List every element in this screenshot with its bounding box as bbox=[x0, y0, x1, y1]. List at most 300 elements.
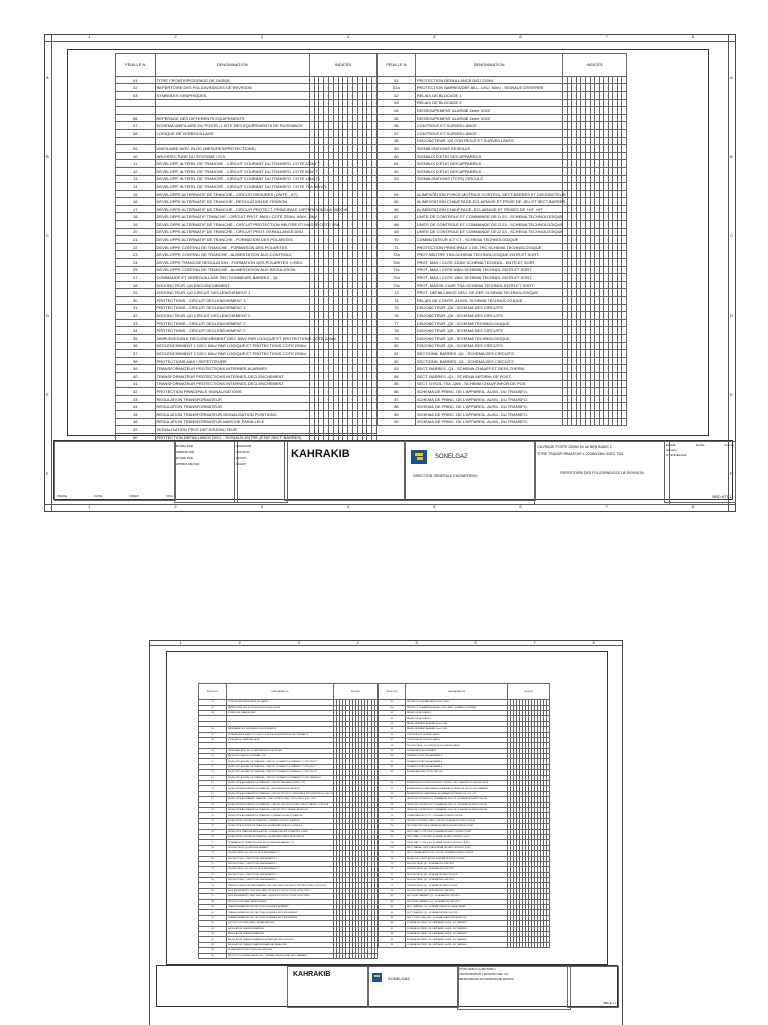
header-designation: DENOMINATION bbox=[415, 54, 562, 77]
sonelgaz-logo-icon bbox=[411, 450, 427, 464]
revision-cell bbox=[372, 274, 377, 282]
folio-number: 84 bbox=[378, 372, 416, 380]
folio-title: CONTROLE ET SURVEILLANCE bbox=[405, 737, 507, 742]
folio-number: 57 bbox=[378, 129, 416, 137]
folio-number: 69 bbox=[378, 228, 416, 236]
revision-cell bbox=[372, 380, 377, 388]
header-indices: INDICES bbox=[563, 54, 627, 77]
folio-title: SIGNALISATIONS RESEAUX bbox=[415, 145, 562, 153]
folio-title: SIGNALISATION PROT.DEF.DISJONCTEUR bbox=[155, 426, 309, 434]
folio-title: SCHEMA DE PRINC. DE L'APPAREIL. AUXIL. DU TRANSFO. bbox=[415, 403, 562, 411]
folio-number: 75 bbox=[379, 861, 406, 866]
drawing-sheet-preview bbox=[149, 640, 623, 1025]
ruler-label: D bbox=[46, 312, 49, 318]
revision-cell bbox=[372, 365, 377, 373]
folio-number: 03 bbox=[116, 91, 156, 99]
ruler-label: 4 bbox=[346, 34, 350, 39]
ruler-label: B bbox=[730, 154, 733, 159]
revision-cell bbox=[622, 312, 627, 320]
table-row bbox=[378, 213, 627, 221]
ruler-label: 2 bbox=[238, 640, 241, 645]
revision-cell bbox=[622, 251, 627, 259]
ruler-label: 2 bbox=[174, 34, 177, 39]
table-row bbox=[378, 403, 627, 411]
table-row bbox=[116, 312, 377, 320]
folio-number: 11 bbox=[116, 160, 156, 168]
folio-title: DISJONCTEUR -Q0 - SCHEMA DES CIRCUITS bbox=[415, 304, 562, 312]
folio-title: REPERTOIRE DES FOLIOS/INDICES DE REVISION bbox=[155, 84, 309, 92]
folio-number: 20 bbox=[199, 808, 227, 813]
revision-cell bbox=[622, 334, 627, 342]
folio-title: REGULATION TRANSFORMATEUR bbox=[227, 931, 334, 936]
folio-number: 21 bbox=[116, 236, 156, 244]
folio-number: 85 bbox=[379, 915, 406, 920]
ruler-label: B bbox=[46, 154, 49, 159]
revision-cell bbox=[372, 198, 377, 206]
folio-number: 71 bbox=[379, 818, 406, 823]
folio-number: 52 bbox=[378, 91, 416, 99]
folio-title: DEVELOPPE ALTERNATIF DE TRANCHE - CIRCUIT PROTECTION NEUTRE ET MASSE COTE TSA bbox=[156, 221, 340, 227]
folio-number: 80 bbox=[378, 342, 416, 350]
folio-number: 20 bbox=[116, 228, 156, 236]
table-row bbox=[116, 372, 377, 380]
sheet-info-box bbox=[664, 441, 736, 503]
approval-value: ACHRY bbox=[236, 462, 247, 466]
folio-index-table-right bbox=[378, 683, 550, 948]
folio-title: SIGNALISATIONS (TCFS) CIRCULO bbox=[415, 175, 562, 183]
folio-title: PROT. MAX I COTE 220kV SCHEMA TECHNOL. ENTR.ET SORT. bbox=[405, 829, 507, 834]
table-row bbox=[116, 297, 377, 305]
contractor-name: KAHRAKIB bbox=[293, 971, 331, 978]
table-row bbox=[116, 236, 377, 244]
ruler-label: 2 bbox=[174, 504, 177, 509]
sheet-title: REPERTOIRE DES FOLIOS/INDICES DE REVISION bbox=[459, 979, 514, 981]
table-row bbox=[116, 221, 377, 229]
revision-cell bbox=[622, 99, 627, 107]
folio-number: 43 bbox=[116, 395, 156, 403]
header-folio: FEUILLE N bbox=[199, 684, 227, 700]
rev-label: OBJET bbox=[129, 494, 139, 498]
folio-title: PROTECTION PRINCIPALE SIGNALISATIONS bbox=[227, 921, 334, 926]
approval-value: KAHRAKIB bbox=[236, 444, 252, 448]
revision-cell bbox=[622, 114, 627, 122]
folio-title: SECTIONN. BARRES -Q1 - SCHEMA DES CIRCUITS bbox=[415, 350, 562, 358]
table-row bbox=[116, 145, 377, 153]
table-row bbox=[378, 160, 627, 168]
folio-title: UNITE DE CONTROLE ET COMMANDE GE-D 23 - SCHEMA TECHNOLOGIQUE bbox=[416, 229, 564, 235]
revision-cell bbox=[372, 114, 377, 122]
table-row bbox=[116, 418, 377, 426]
revision-cell bbox=[372, 297, 377, 305]
folio-number: 78 bbox=[378, 327, 416, 335]
folio-index-table-right bbox=[377, 53, 627, 426]
folio-number: 60 bbox=[378, 152, 416, 160]
header-folio: FEUILLE N bbox=[116, 54, 156, 77]
ruler-label: F bbox=[46, 471, 49, 477]
table-row bbox=[116, 266, 377, 274]
folio-title: DISJONCTEUR -Q0 - SCHEMA DES CIRCUITS bbox=[415, 312, 562, 320]
approval-value: SAFOUAT bbox=[236, 450, 250, 454]
header-folio: FEUILLE N bbox=[378, 54, 416, 77]
folio-title: ALIMENTATION FORCE MOTRICE CONTROL SECT.BARRES ET DISJONCTEUR bbox=[405, 781, 507, 786]
folio-number: 63 bbox=[378, 175, 416, 183]
table-row bbox=[378, 243, 627, 251]
table-row bbox=[116, 251, 377, 259]
folio-number: 87 bbox=[379, 926, 406, 931]
client-name: SONELGAZ bbox=[435, 454, 468, 460]
header-designation: DENOMINATION bbox=[227, 684, 334, 700]
revision-cell bbox=[622, 137, 627, 145]
folio-title: SECTIONN. BARRES -Q1 - SCHEMA DES CIRCUITS bbox=[415, 357, 562, 365]
folio-title: DEVELOPPE ALTERNATIF DE TRANCHE - CIRCUIT PROTECT. PRINCIPALE DIFFERENTIELLE+DEC+B bbox=[228, 793, 333, 796]
folio-number: 25 bbox=[199, 834, 227, 839]
folio-title: DISJONCTEUR -Q0 CIRCUIT DECLENCHEMENT 2 bbox=[227, 867, 334, 872]
folio-title: PROTECTION BARRES/DEF.AILL. DISJ. 60kV - SIGNAUX D'ENTREE bbox=[405, 705, 507, 710]
header-indices: INDICES bbox=[508, 684, 550, 700]
folio-title: DECLENCHEMENT 2 DISJ. 60kV PAR LOGIQUE ET PROTECTIONS COTE 220kV bbox=[155, 350, 309, 358]
revision-cell bbox=[622, 289, 627, 297]
table-row bbox=[116, 183, 377, 191]
folio-number: 55 bbox=[379, 727, 406, 732]
table-row bbox=[116, 319, 377, 327]
folio-title: SIGNAUX D'ETAT DES APPAREILS bbox=[415, 160, 562, 168]
table-row bbox=[378, 380, 627, 388]
revision-cell bbox=[622, 183, 627, 191]
folio-number: 01 bbox=[116, 76, 156, 84]
revision-cell bbox=[372, 205, 377, 213]
table-row bbox=[379, 942, 550, 947]
folio-title: REGULATION TRANSFORMATEUR bbox=[227, 926, 334, 931]
table-row bbox=[378, 342, 627, 350]
folio-number: 28 bbox=[199, 845, 227, 850]
folio-number: 49 bbox=[116, 426, 156, 434]
ruler-label: 3 bbox=[297, 640, 300, 645]
folio-title: PROTECTIONS - CIRCUIT DECLENCHEMENT 1 bbox=[155, 297, 309, 305]
table-row bbox=[116, 281, 377, 289]
folio-title: CONTROLE ET SURVEILLANCE bbox=[415, 129, 562, 137]
revision-cell bbox=[374, 953, 377, 958]
folio-number: 54 bbox=[378, 107, 416, 115]
folio-title: SIMPLE/DOUBLE DECLENCHEMENT DISJ. 60kV PAR LOGIQUE ET PROTECTIONS COTE 220kV bbox=[227, 883, 334, 888]
folio-number: 72c bbox=[379, 834, 406, 839]
folio-title: COMMUTATEUR ICT CT - SCHEMA TECHNOLOGIQUE bbox=[415, 236, 562, 244]
folio-number: 59 bbox=[378, 145, 416, 153]
folio-number: 29 bbox=[116, 289, 156, 297]
folio-title: DISJONCTEUR -Q0 CONTROLE ET SURVEILLANCE bbox=[405, 743, 507, 748]
approval-label: ETABLI PAR bbox=[176, 444, 193, 448]
table-row bbox=[116, 342, 377, 350]
folio-number: 88 bbox=[379, 931, 406, 936]
revision-cell bbox=[622, 221, 627, 229]
revision-cell bbox=[622, 274, 627, 282]
table-row bbox=[378, 289, 627, 297]
table-row bbox=[116, 388, 377, 396]
table-row bbox=[116, 228, 377, 236]
table-row bbox=[116, 84, 377, 92]
folio-title: LOGIQUE DE VERROUILLAGE bbox=[155, 129, 309, 137]
folio-number: 06 bbox=[116, 114, 156, 122]
folio-title: PROTECTION PRINCIPALE SIGNALISATIONS bbox=[155, 388, 309, 396]
folio-title: DEVELOPPE TRANCHE REGULATION - FORMATION DES POLARITES +/-REG bbox=[227, 829, 334, 834]
revision-cell bbox=[622, 297, 627, 305]
folio-title: DISJONCTEUR -Q0 - SCHEMA TECHNOLOGIQUE bbox=[405, 883, 507, 888]
table-row bbox=[378, 122, 627, 130]
approval-label: VERIFIE PAR bbox=[176, 450, 195, 454]
folio-number: 72e bbox=[379, 845, 406, 850]
folio-number: 53 bbox=[379, 716, 406, 721]
folio-title: SCHEMA DE PRINC. DE L'APPAREIL. AUXIL. DU TRANSFO. bbox=[405, 926, 507, 931]
folio-number: 62 bbox=[379, 764, 406, 769]
revision-cell bbox=[622, 304, 627, 312]
header-indices: INDICES bbox=[309, 54, 376, 77]
folio-number: 72b bbox=[378, 259, 416, 267]
revision-cell bbox=[372, 403, 377, 411]
revision-cell bbox=[622, 281, 627, 289]
table-row bbox=[378, 183, 627, 191]
folio-title: PROTECTIONS - CIRCUIT DECLENCHEMENT 2 bbox=[227, 878, 334, 883]
revision-cell bbox=[622, 418, 627, 426]
folio-number: 71 bbox=[378, 243, 416, 251]
revision-cell bbox=[622, 403, 627, 411]
revision-cell bbox=[622, 350, 627, 358]
folio-number: 16 bbox=[199, 786, 227, 791]
rev-label: INDICE bbox=[57, 494, 68, 498]
table-row bbox=[378, 297, 627, 305]
revision-cell bbox=[372, 426, 377, 434]
folio-title: PROTECTION DEFAILLANCE DISJ 220kV bbox=[405, 700, 507, 705]
folio-number: 30 bbox=[199, 856, 227, 861]
folio-number: 69 bbox=[379, 808, 406, 813]
revision-cell bbox=[546, 942, 549, 947]
folio-number: 07 bbox=[116, 122, 156, 130]
folio-number: 45 bbox=[199, 937, 227, 942]
folio-title: DISJONCTEUR -Q0 CONTROLE ET SURVEILLANCE bbox=[415, 137, 562, 145]
folio-number: 73 bbox=[379, 851, 406, 856]
folio-title: SECTIONN. BARRES -Q1 - SCHEMA DES CIRCUITS bbox=[405, 894, 507, 899]
folio-title: PROTECTIONS - CIRCUIT DECLENCHEMENT 2 bbox=[155, 319, 309, 327]
folio-number: 30 bbox=[116, 297, 156, 305]
revision-cell bbox=[622, 76, 627, 84]
folio-number: 27 bbox=[199, 840, 227, 845]
folio-number: 38 bbox=[116, 357, 156, 365]
folio-title: PROT. MASSE CUVE TSA-SCHEMA TECHNOL.ENTR.ET SORT. bbox=[405, 845, 507, 850]
folio-number: 36 bbox=[116, 342, 156, 350]
folio-number: 36 bbox=[199, 888, 227, 893]
folio-number: 44 bbox=[199, 931, 227, 936]
table-row bbox=[378, 84, 627, 92]
folio-title: DISJONCTEUR -Q0 - SCHEMA DES CIRCUITS bbox=[405, 888, 507, 893]
folio-number: 88 bbox=[378, 403, 416, 411]
folio-title: REGROUPEMENT ALARME 2eme VOIE bbox=[415, 114, 562, 122]
ruler-label: C bbox=[730, 233, 733, 239]
table-row bbox=[378, 281, 627, 289]
folio-title: UNITE DE CONTROLE ET COMMANDE GE-D 23 - SCHEMA TECHNOLOGIQUE bbox=[416, 214, 564, 220]
folio-number: 19 bbox=[116, 221, 156, 229]
folio-number: 70 bbox=[379, 813, 406, 818]
revision-cell bbox=[622, 205, 627, 213]
folio-number: 58 bbox=[378, 137, 416, 145]
revision-cell bbox=[622, 236, 627, 244]
folio-number: 18 bbox=[116, 213, 156, 221]
folio-title: DEVELOPPE ALTERNATIF DE TRANCHE - CIRCUIT PROT. DEFAILLANCE DISJ bbox=[227, 808, 334, 813]
revision-cell bbox=[372, 418, 377, 426]
folio-number: 11 bbox=[199, 759, 227, 764]
folio-title: SCHEMA DE PRINC. DE L'APPAREIL. AUXIL. DU TRANSFO. bbox=[405, 937, 507, 942]
folio-number: 77 bbox=[379, 872, 406, 877]
table-row bbox=[116, 114, 377, 122]
folio-title: DEVELOPP. ALTERN. DE TRANCHE - CIRCUIT COURANT DU TRANSFO. COTE 220kV T bbox=[227, 759, 334, 764]
folio-number: 82 bbox=[378, 357, 416, 365]
folio-number: 06 bbox=[199, 727, 227, 732]
folio-number: 40 bbox=[199, 910, 227, 915]
folio-title: TRANSFORMATEUR PROTECTIONS INTERNES-DECLENCHEMENT bbox=[227, 910, 334, 915]
ruler-label: 5 bbox=[433, 504, 436, 509]
revision-cell bbox=[622, 190, 627, 198]
contractor-box bbox=[287, 966, 369, 1008]
revision-cell bbox=[372, 259, 377, 267]
folio-number: 80 bbox=[379, 888, 406, 893]
folio-number: 37 bbox=[199, 894, 227, 899]
folio-title: SCHEMA DE PRINC. DE L'APPAREIL. AUXIL. DU TRANSFO. bbox=[415, 418, 562, 426]
table-header-row bbox=[199, 684, 378, 700]
table-row bbox=[378, 137, 627, 145]
folio-title: PROTECTIONS MAX I REPETITEURS bbox=[227, 899, 334, 904]
folio-number: 86 bbox=[379, 921, 406, 926]
folio-number: 66 bbox=[378, 205, 416, 213]
table-row bbox=[378, 129, 627, 137]
table-row bbox=[116, 175, 377, 183]
table-row bbox=[378, 114, 627, 122]
revision-cell bbox=[622, 319, 627, 327]
folio-title: DEVELOPPE ALTERNATIF DE TRANCHE - FORMATION DES POLARITES bbox=[227, 813, 334, 818]
folio-number: 14 bbox=[116, 183, 156, 191]
row-ruler-left bbox=[45, 35, 52, 511]
folio-title: REGULATION TRANSFORMATEUR bbox=[155, 395, 309, 403]
title-block bbox=[156, 965, 618, 1007]
folio-number: 37 bbox=[116, 350, 156, 358]
folio-number: 32 bbox=[199, 867, 227, 872]
folio-title: DEVELOPPE CONTINU DE TRANCHE - ALIMENTATION AUX.REGULATION bbox=[155, 266, 309, 274]
folio-title: DISJONCTEUR -Q0 - SCHEMA DES CIRCUITS bbox=[405, 861, 507, 866]
folio-number: 89 bbox=[378, 410, 416, 418]
revision-cell bbox=[372, 289, 377, 297]
revision-cell bbox=[622, 228, 627, 236]
folio-title: PROTECTIONS MAX I REPETITEURS bbox=[155, 357, 309, 365]
revision-cell bbox=[622, 327, 627, 335]
approval-values bbox=[234, 441, 288, 503]
folio-title: SIGNAUX D'ETAT DES APPAREILS bbox=[415, 167, 562, 175]
folio-title: PROT. DEFAILLANCE DISJ. GE-DEF SCHEMA TECHNOLOGIQUE bbox=[405, 851, 507, 856]
table-row bbox=[378, 334, 627, 342]
folio-title: SECT. BARRES -Q1 - SCHEMA CHAUFF.ET DEFA.THERM. bbox=[415, 365, 562, 373]
folio-title: REGULATION TRANSFORMATEUR-MARCHE PARALLELE bbox=[227, 942, 334, 947]
folio-title: DEVELOPPE CONTINU DE TRANCHE - FORMATION DES POLARITES bbox=[155, 243, 309, 251]
folio-number: 66 bbox=[379, 791, 406, 796]
sheet-title: REPERTOIRE DES FOLIOS/INDICES DE REVISION bbox=[560, 471, 644, 475]
folio-number: 65 bbox=[379, 786, 406, 791]
folio-number: 23 bbox=[116, 251, 156, 259]
ruler-label: 4 bbox=[356, 640, 359, 645]
revision-cell bbox=[372, 137, 377, 145]
folio-title: RELAIS DE BLOCAGE 2 bbox=[415, 99, 562, 107]
folio-title: DEVELOPPE ALTERNATIF DE TRANCHE - CIRCUIT PROTECT. PRINCIPALE DIFFERENTIELLE+DEC+B bbox=[156, 206, 348, 212]
revision-cell bbox=[372, 160, 377, 168]
folio-number: 31 bbox=[199, 861, 227, 866]
folio-title: DEVELOPP. ALTERN. DE TRANCHE - CIRCUIT COURANT DU TRANSFO. COTE 60kV T bbox=[227, 764, 334, 769]
folio-title: SIGNAUX D'ETAT DES APPAREILS bbox=[405, 759, 507, 764]
folio-title: DECLENCHEMENT 1 DISJ. 60kV PAR LOGIQUE ET PROTECTIONS COTE 220kV bbox=[227, 888, 334, 893]
table-row bbox=[378, 152, 627, 160]
folio-title: DEVELOPP. ALTERN. DE TRANCHE - CIRCUIT COURANT DU TRANSFO. COTE 60kV T bbox=[156, 168, 318, 174]
revision-cell bbox=[372, 190, 377, 198]
folio-number: 75 bbox=[378, 304, 416, 312]
table-row bbox=[378, 304, 627, 312]
folio-number: 56 bbox=[379, 732, 406, 737]
table-row bbox=[116, 107, 377, 115]
folio-number: 70 bbox=[378, 236, 416, 244]
project-box bbox=[457, 966, 571, 1010]
ruler-label: 5 bbox=[415, 640, 418, 645]
folio-title: SCHEMA UNIFILAIRE DU POSTE / LISTE DES EQUIPEMENTS DE PUISSANCE bbox=[227, 732, 334, 737]
folio-number: 46 bbox=[199, 942, 227, 947]
folio-title: PROTECTIONS - CIRCUIT DECLENCHEMENT 1 bbox=[227, 861, 334, 866]
table-row bbox=[378, 91, 627, 99]
folio-number: 81 bbox=[378, 350, 416, 358]
folio-title: REGULATION TRANSFORMATEUR-SIGNALISATION POSITIONS bbox=[155, 410, 309, 418]
revision-cell bbox=[622, 175, 627, 183]
folio-title: SYMBOLES GRAPHIQUES bbox=[227, 710, 334, 715]
folio-title: ARCHITECTURE DU SYSTEME / ICS bbox=[155, 152, 309, 160]
folio-number: 46 bbox=[116, 418, 156, 426]
folio-number: 72a bbox=[379, 824, 406, 829]
folio-number: 34 bbox=[199, 878, 227, 883]
tb-misc: N° SONELGAZ bbox=[666, 453, 687, 457]
revision-cell bbox=[372, 152, 377, 160]
revision-cell bbox=[622, 107, 627, 115]
folio-number: 22 bbox=[116, 243, 156, 251]
table-row bbox=[378, 372, 627, 380]
folio-number: 79 bbox=[379, 883, 406, 888]
folio-number: 22 bbox=[199, 818, 227, 823]
folio-number: 61 bbox=[379, 759, 406, 764]
folio-title: DECLENCHEMENT 2 DISJ. 60kV PAR LOGIQUE ET PROTECTIONS COTE 220kV bbox=[227, 894, 334, 899]
revision-cell bbox=[372, 319, 377, 327]
folio-number: 68 bbox=[379, 802, 406, 807]
revision-cell bbox=[372, 236, 377, 244]
table-header-row bbox=[378, 54, 627, 77]
table-row bbox=[378, 76, 627, 84]
folio-number: 35 bbox=[199, 883, 227, 888]
ruler-label: 5 bbox=[433, 34, 436, 39]
revision-cell bbox=[622, 380, 627, 388]
table-row bbox=[116, 205, 377, 213]
folio-number: 54 bbox=[379, 721, 406, 726]
revision-cell bbox=[372, 243, 377, 251]
folio-title: DEVELOPPE CONTINU DE TRANCHE - FORMATION DES POLARITES bbox=[227, 818, 334, 823]
folio-number: 02 bbox=[199, 705, 227, 710]
folio-number: 86 bbox=[378, 388, 416, 396]
folio-title: SCHEMA DE PRINC. DE L'APPAREIL. AUXIL. DU TRANSFO. bbox=[415, 410, 562, 418]
folio-number: 85 bbox=[378, 380, 416, 388]
table-row bbox=[378, 175, 627, 183]
folio-title: SIGNALISATIONS RESEAUX bbox=[405, 748, 507, 753]
folio-number: 01 bbox=[199, 700, 227, 705]
folio-number: 38 bbox=[199, 899, 227, 904]
table-row bbox=[378, 145, 627, 153]
folio-title: UNITE DE CONTROLE ET COMMANDE GE-D 23 - SCHEMA TECHNOLOGIQUE bbox=[405, 808, 507, 813]
folio-number: 61 bbox=[378, 160, 416, 168]
revision-cell bbox=[622, 357, 627, 365]
